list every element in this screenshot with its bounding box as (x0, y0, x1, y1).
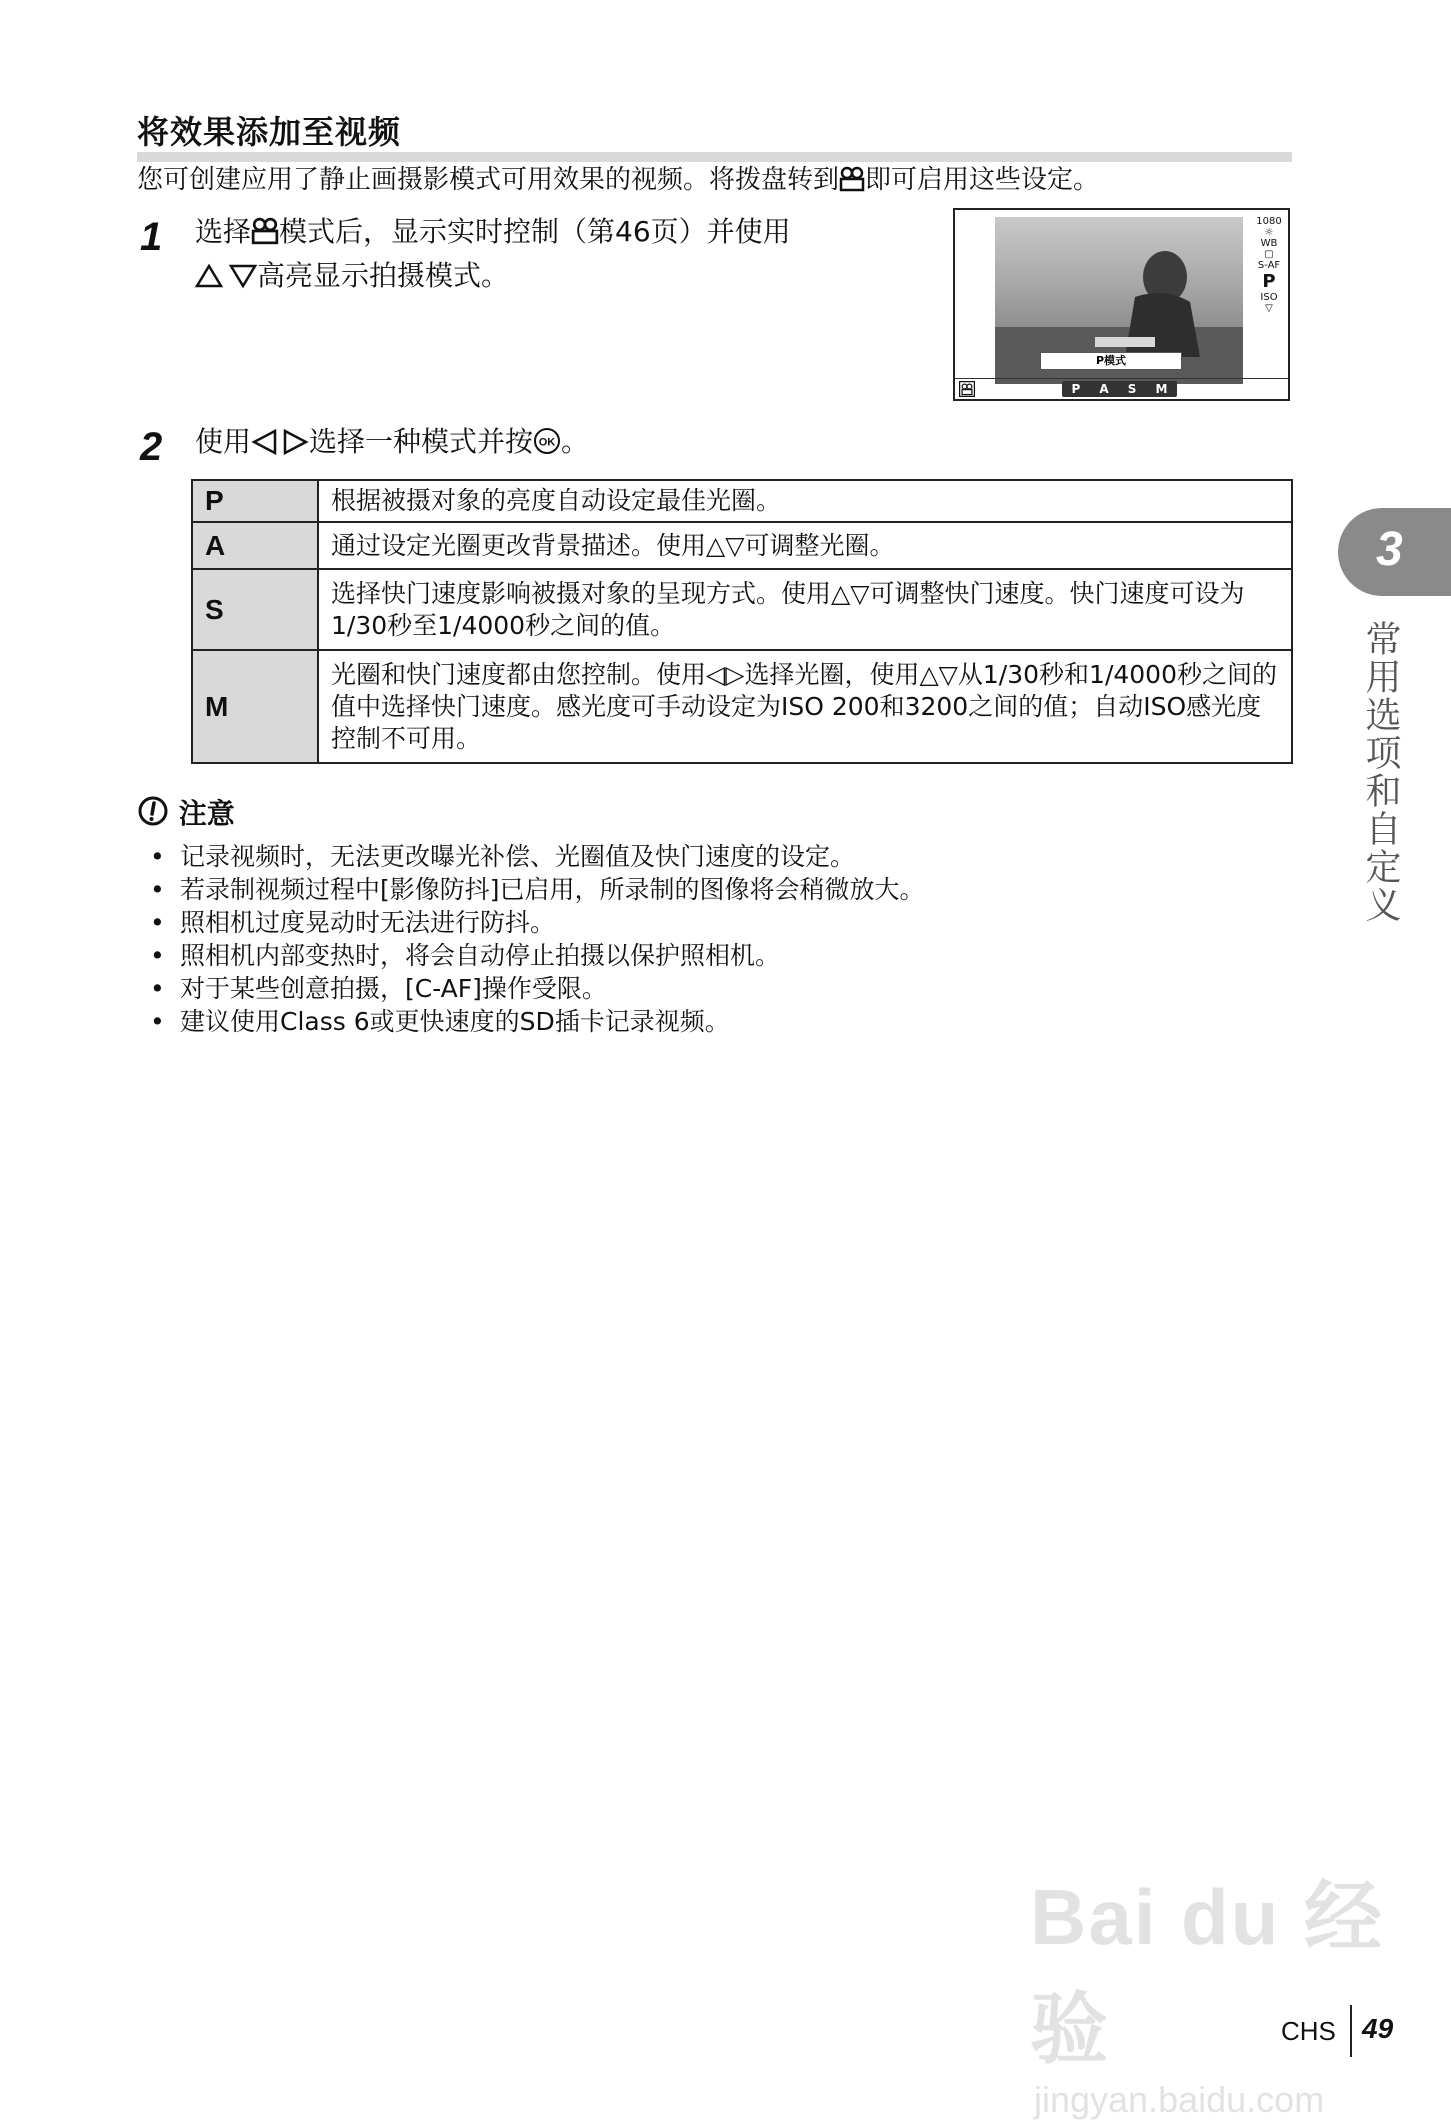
pasm-option: A (1099, 382, 1109, 396)
note-heading: 注意 (137, 795, 235, 836)
list-item: • 对于某些创意拍摄，[C-AF]操作受限。 (150, 972, 925, 1005)
lcd-side-item: WB (1260, 238, 1278, 249)
caution-icon (137, 795, 169, 836)
mode-description: 根据被摄对象的亮度自动设定最佳光圈。 (318, 480, 1292, 522)
intro-paragraph: 您可创建应用了静止画摄影模式可用效果的视频。将拨盘转到 即可启用这些设定。 (137, 162, 1099, 202)
step-2-text: 使用 选择一种模式并按 OK 。 (195, 422, 589, 466)
watermark: Bai du 经验 jingyan.baidu.com (1030, 1873, 1385, 2120)
mode-key: S (192, 569, 318, 650)
footer-divider (1350, 2005, 1352, 2057)
mode-badge: P模式 (1040, 352, 1182, 370)
ok-button-icon (533, 426, 561, 466)
table-row (192, 569, 1292, 650)
lcd-side-item: 1080 (1256, 216, 1282, 227)
pasm-option: P (1071, 382, 1081, 396)
movie-mode-icon (251, 216, 279, 256)
up-down-arrows-icon (195, 260, 257, 300)
lcd-side-item: ▢ (1264, 249, 1274, 260)
pasm-option: M (1155, 382, 1168, 396)
mode-key: M (192, 650, 318, 763)
table-row (192, 650, 1292, 763)
footer-language: CHS (1281, 2016, 1336, 2046)
pasm-option: S (1127, 382, 1137, 396)
section-heading: 将效果添加至视频 (137, 112, 1292, 162)
list-item: • 记录视频时，无法更改曝光补偿、光圈值及快门速度的设定。 (150, 840, 925, 873)
chapter-tab: 3 (1338, 508, 1451, 596)
table-row (192, 480, 1292, 522)
mode-description: 光圈和快门速度都由您控制。使用◁▷选择光圈，使用△▽从1/30秒和1/4000秒之间的值中选择快门速度。感光度可手动设定为ISO 200和3200之间的值；自动ISO感光度控制不可用。 (318, 650, 1292, 763)
movie-mode-icon (839, 166, 865, 202)
mode-table (191, 479, 1293, 764)
notes-list (150, 840, 925, 1038)
table-row (192, 522, 1292, 569)
list-item: • 若录制视频过程中[影像防抖]已启用，所录制的图像将会稍微放大。 (150, 873, 925, 906)
svg-text:OK: OK (538, 436, 556, 449)
mode-description: 通过设定光圈更改背景描述。使用△▽可调整光圈。 (318, 522, 1292, 569)
list-item: • 照相机过度晃动时无法进行防抖。 (150, 906, 925, 939)
lcd-side-item: ISO (1260, 292, 1278, 303)
step-1-number: 1 (140, 215, 163, 259)
mode-key: P (192, 480, 318, 522)
camera-lcd-preview (953, 208, 1290, 401)
step-1-text: 选择 模式后，显示实时控制（第46页）并使用 高亮显示拍摄模式。 (195, 212, 915, 300)
chapter-title: 常用选项和自定义 (1360, 620, 1401, 924)
lcd-side-item: ▽ (1265, 303, 1273, 314)
left-right-arrows-icon (251, 426, 309, 466)
lcd-side-item: P (1262, 271, 1276, 292)
page-number: 49 (1362, 2013, 1394, 2044)
mode-key: A (192, 522, 318, 569)
movie-mode-icon (959, 381, 975, 401)
lcd-side-item: ☼ (1264, 227, 1274, 238)
step-2-number: 2 (140, 425, 163, 469)
lcd-bottom-bar (955, 378, 1288, 399)
lcd-side-item: S-AF (1257, 260, 1281, 271)
list-item: • 建议使用Class 6或更快速度的SD插卡记录视频。 (150, 1005, 925, 1038)
list-item: • 照相机内部变热时，将会自动停止拍摄以保护照相机。 (150, 939, 925, 972)
lcd-side-menu (1254, 216, 1284, 388)
mode-description: 选择快门速度影响被摄对象的呈现方式。使用△▽可调整快门速度。快门速度可设为1/30秒至1/4000秒之间的值。 (318, 569, 1292, 650)
pasm-selector (1062, 381, 1177, 397)
